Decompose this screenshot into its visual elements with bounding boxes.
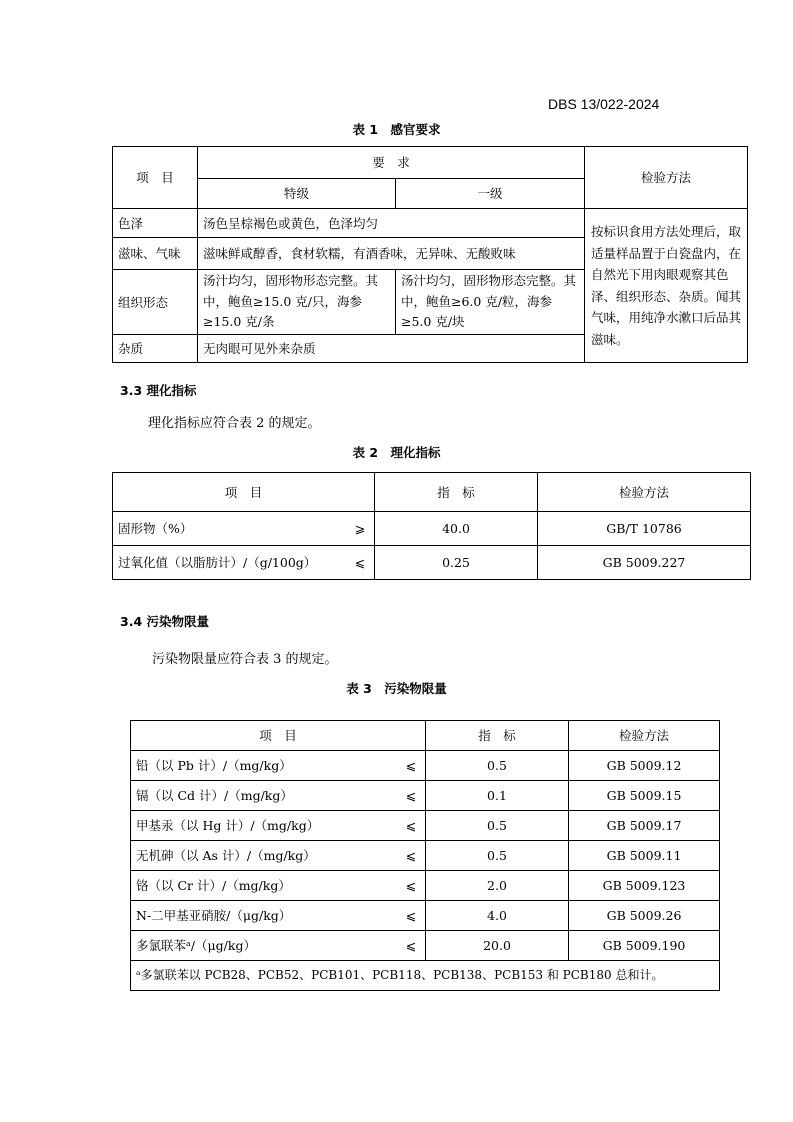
t3-row-method: GB 5009.15	[569, 781, 720, 811]
t3-row-item	[131, 901, 426, 931]
table3-contaminants	[130, 720, 720, 991]
t1-row-grade2: 汤汁均匀，固形物形态完整。其中，鲍鱼≥6.0 克/粒，海参≥5.0 克/块	[396, 270, 585, 335]
t2-header-item: 项 目	[113, 473, 375, 512]
t3-item-label: 镉（以 Cd 计）/（mg/kg）	[136, 788, 293, 803]
table2-physicochemical	[112, 472, 751, 580]
t3-row-method: GB 5009.123	[569, 871, 720, 901]
t3-item-label: N-二甲基亚硝胺/（μg/kg）	[136, 908, 292, 923]
t3-header-item: 项 目	[131, 721, 426, 751]
less-equal-icon: ⩽	[405, 788, 417, 803]
t2-item-label: 过氧化值（以脂肪计）/（g/100g）	[118, 555, 317, 570]
t2-item-label: 固形物（%）	[118, 521, 193, 536]
t3-row-item	[131, 751, 426, 781]
t3-item-label: 多氯联苯ᵃ/（μg/kg）	[136, 938, 256, 953]
t3-item-label: 铅（以 Pb 计）/（mg/kg）	[136, 758, 292, 773]
t3-row-method: GB 5009.17	[569, 811, 720, 841]
t1-header-grade2: 一级	[396, 179, 585, 209]
doc-number: DBS 13/022-2024	[548, 96, 660, 112]
t3-row-item	[131, 781, 426, 811]
t1-row-item: 杂质	[113, 335, 198, 363]
t3-item-label: 无机砷（以 As 计）/（mg/kg）	[136, 848, 316, 863]
t3-item-label: 铬（以 Cr 计）/（mg/kg）	[136, 878, 291, 893]
t2-header-method: 检验方法	[538, 473, 751, 512]
t2-row-method: GB 5009.227	[538, 546, 751, 580]
section-3-4-title: 3.4 污染物限量	[120, 614, 209, 629]
t1-method-text: 按标识食用方法处理后，取适量样品置于白瓷盘内，在自然光下用肉眼观察其色泽、组织形态、杂质。闻其气味，用纯净水漱口后品其滋味。	[585, 209, 748, 363]
t1-row-value: 滋味鲜咸醇香，食材软糯，有酒香味，无异味、无酸败味	[198, 238, 585, 270]
section-3-3-title: 3.3 理化指标	[120, 383, 197, 398]
t2-row-item	[113, 512, 375, 546]
t3-row-item	[131, 871, 426, 901]
t1-row-value: 无肉眼可见外来杂质	[198, 335, 585, 363]
less-equal-icon: ⩽	[405, 758, 417, 773]
t1-header-method: 检验方法	[585, 147, 748, 209]
t3-header-method: 检验方法	[569, 721, 720, 751]
greater-equal-icon: ⩾	[354, 521, 366, 536]
less-equal-icon: ⩽	[354, 555, 366, 570]
t2-row-value: 0.25	[375, 546, 538, 580]
t3-item-label: 甲基汞（以 Hg 计）/（mg/kg）	[136, 818, 320, 833]
less-equal-icon: ⩽	[405, 878, 417, 893]
t3-row-value: 4.0	[426, 901, 569, 931]
t3-row-item	[131, 811, 426, 841]
less-equal-icon: ⩽	[405, 938, 417, 953]
less-equal-icon: ⩽	[405, 818, 417, 833]
table2-caption: 表 2 理化指标	[352, 445, 441, 460]
t1-row-item: 色泽	[113, 209, 198, 238]
t1-header-grade1: 特级	[198, 179, 396, 209]
t3-row-value: 20.0	[426, 931, 569, 961]
t3-row-method: GB 5009.26	[569, 901, 720, 931]
less-equal-icon: ⩽	[405, 848, 417, 863]
t2-row-method: GB/T 10786	[538, 512, 751, 546]
t3-row-method: GB 5009.12	[569, 751, 720, 781]
t3-footnote: ᵃ多氯联苯以 PCB28、PCB52、PCB101、PCB118、PCB138、PCB153 和 PCB180 总和计。	[131, 961, 720, 991]
t2-row-value: 40.0	[375, 512, 538, 546]
t3-row-method: GB 5009.190	[569, 931, 720, 961]
table1-sensory	[112, 146, 748, 363]
section-3-4-text: 污染物限量应符合表 3 的规定。	[152, 652, 338, 667]
t3-row-value: 2.0	[426, 871, 569, 901]
t2-row-item	[113, 546, 375, 580]
t3-row-value: 0.5	[426, 811, 569, 841]
t1-row-value: 汤色呈棕褐色或黄色，色泽均匀	[198, 209, 585, 238]
t1-header-item: 项 目	[113, 147, 198, 209]
t1-row-item: 滋味、气味	[113, 238, 198, 270]
t2-header-index: 指 标	[375, 473, 538, 512]
t3-row-item	[131, 841, 426, 871]
section-3-3-text: 理化指标应符合表 2 的规定。	[148, 416, 321, 431]
t1-row-grade1: 汤汁均匀，固形物形态完整。其中，鲍鱼≥15.0 克/只，海参≥15.0 克/条	[198, 270, 396, 335]
t3-row-value: 0.1	[426, 781, 569, 811]
table3-caption: 表 3 污染物限量	[346, 681, 447, 696]
t3-header-index: 指 标	[426, 721, 569, 751]
t3-row-item	[131, 931, 426, 961]
t1-row-item: 组织形态	[113, 270, 198, 335]
less-equal-icon: ⩽	[405, 908, 417, 923]
table1-caption: 表 1 感官要求	[352, 122, 441, 137]
t1-header-requirement: 要 求	[198, 147, 585, 179]
t3-row-value: 0.5	[426, 751, 569, 781]
t3-row-method: GB 5009.11	[569, 841, 720, 871]
t3-row-value: 0.5	[426, 841, 569, 871]
